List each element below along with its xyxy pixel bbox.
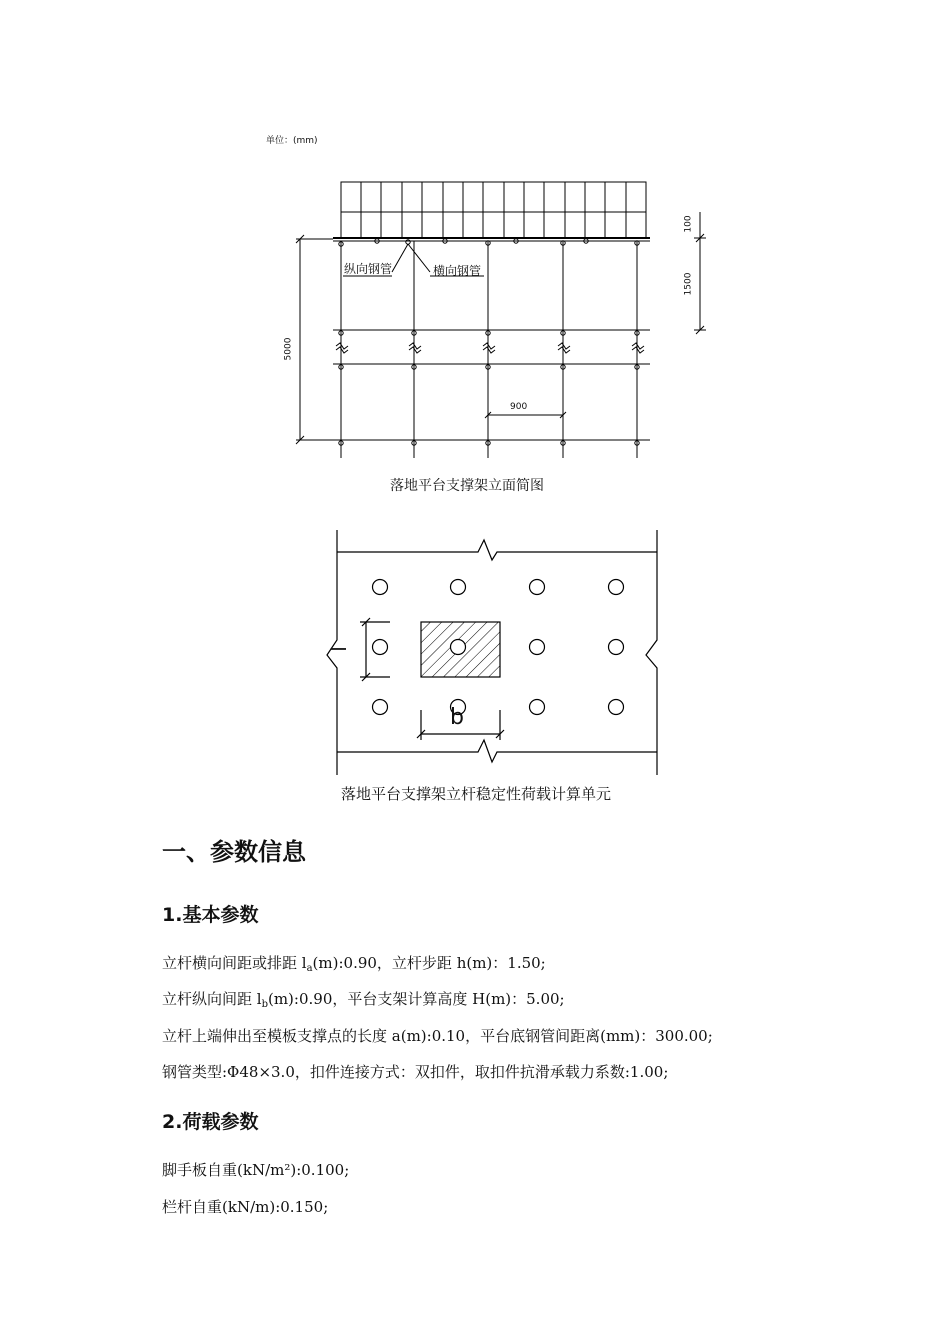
unit-label: 单位：(mm) <box>266 136 318 146</box>
text: 立杆横向间距或排距 l <box>162 954 307 972</box>
basic-param-line-3: 立杆上端伸出至模板支撑点的长度 a(m):0.10，平台底钢管间距离(mm)：300.00; <box>162 1027 713 1045</box>
basic-param-line-1 <box>162 952 546 974</box>
dimension-5000: 5000 <box>283 337 294 361</box>
dimension-900: 900 <box>510 402 528 412</box>
subscript: a <box>306 963 313 974</box>
longitudinal-tube-label: 纵向钢管 <box>344 262 393 276</box>
figure1-caption: 落地平台支撑架立面简图 <box>390 478 544 494</box>
load-param-line-1: 脚手板自重(kN/m²):0.100; <box>162 1161 350 1179</box>
dimension-l-label: l <box>326 646 351 652</box>
load-params-title: 2.荷载参数 <box>162 1111 259 1133</box>
section-title: 一、参数信息 <box>162 838 306 866</box>
text: 立杆纵向间距 l <box>162 990 262 1008</box>
transverse-tube-label: 横向钢管 <box>433 264 482 278</box>
figure2-caption: 落地平台支撑架立杆稳定性荷载计算单元 <box>341 785 612 803</box>
basic-param-line-4: 钢管类型:Φ48×3.0，扣件连接方式：双扣件，取扣件抗滑承载力系数:1.00; <box>162 1063 669 1081</box>
load-param-line-2: 栏杆自重(kN/m):0.150; <box>162 1198 329 1216</box>
dimension-100: 100 <box>683 215 694 233</box>
basic-params-title: 1.基本参数 <box>162 904 259 926</box>
text: (m):0.90，平台支架计算高度 H(m)：5.00; <box>267 990 565 1008</box>
dimension-1500: 1500 <box>683 272 694 296</box>
text: (m):0.90，立杆步距 h(m)：1.50; <box>312 954 546 972</box>
dimension-b-label: b <box>450 705 464 730</box>
basic-param-line-2 <box>162 988 565 1010</box>
subscript: b <box>261 999 268 1010</box>
